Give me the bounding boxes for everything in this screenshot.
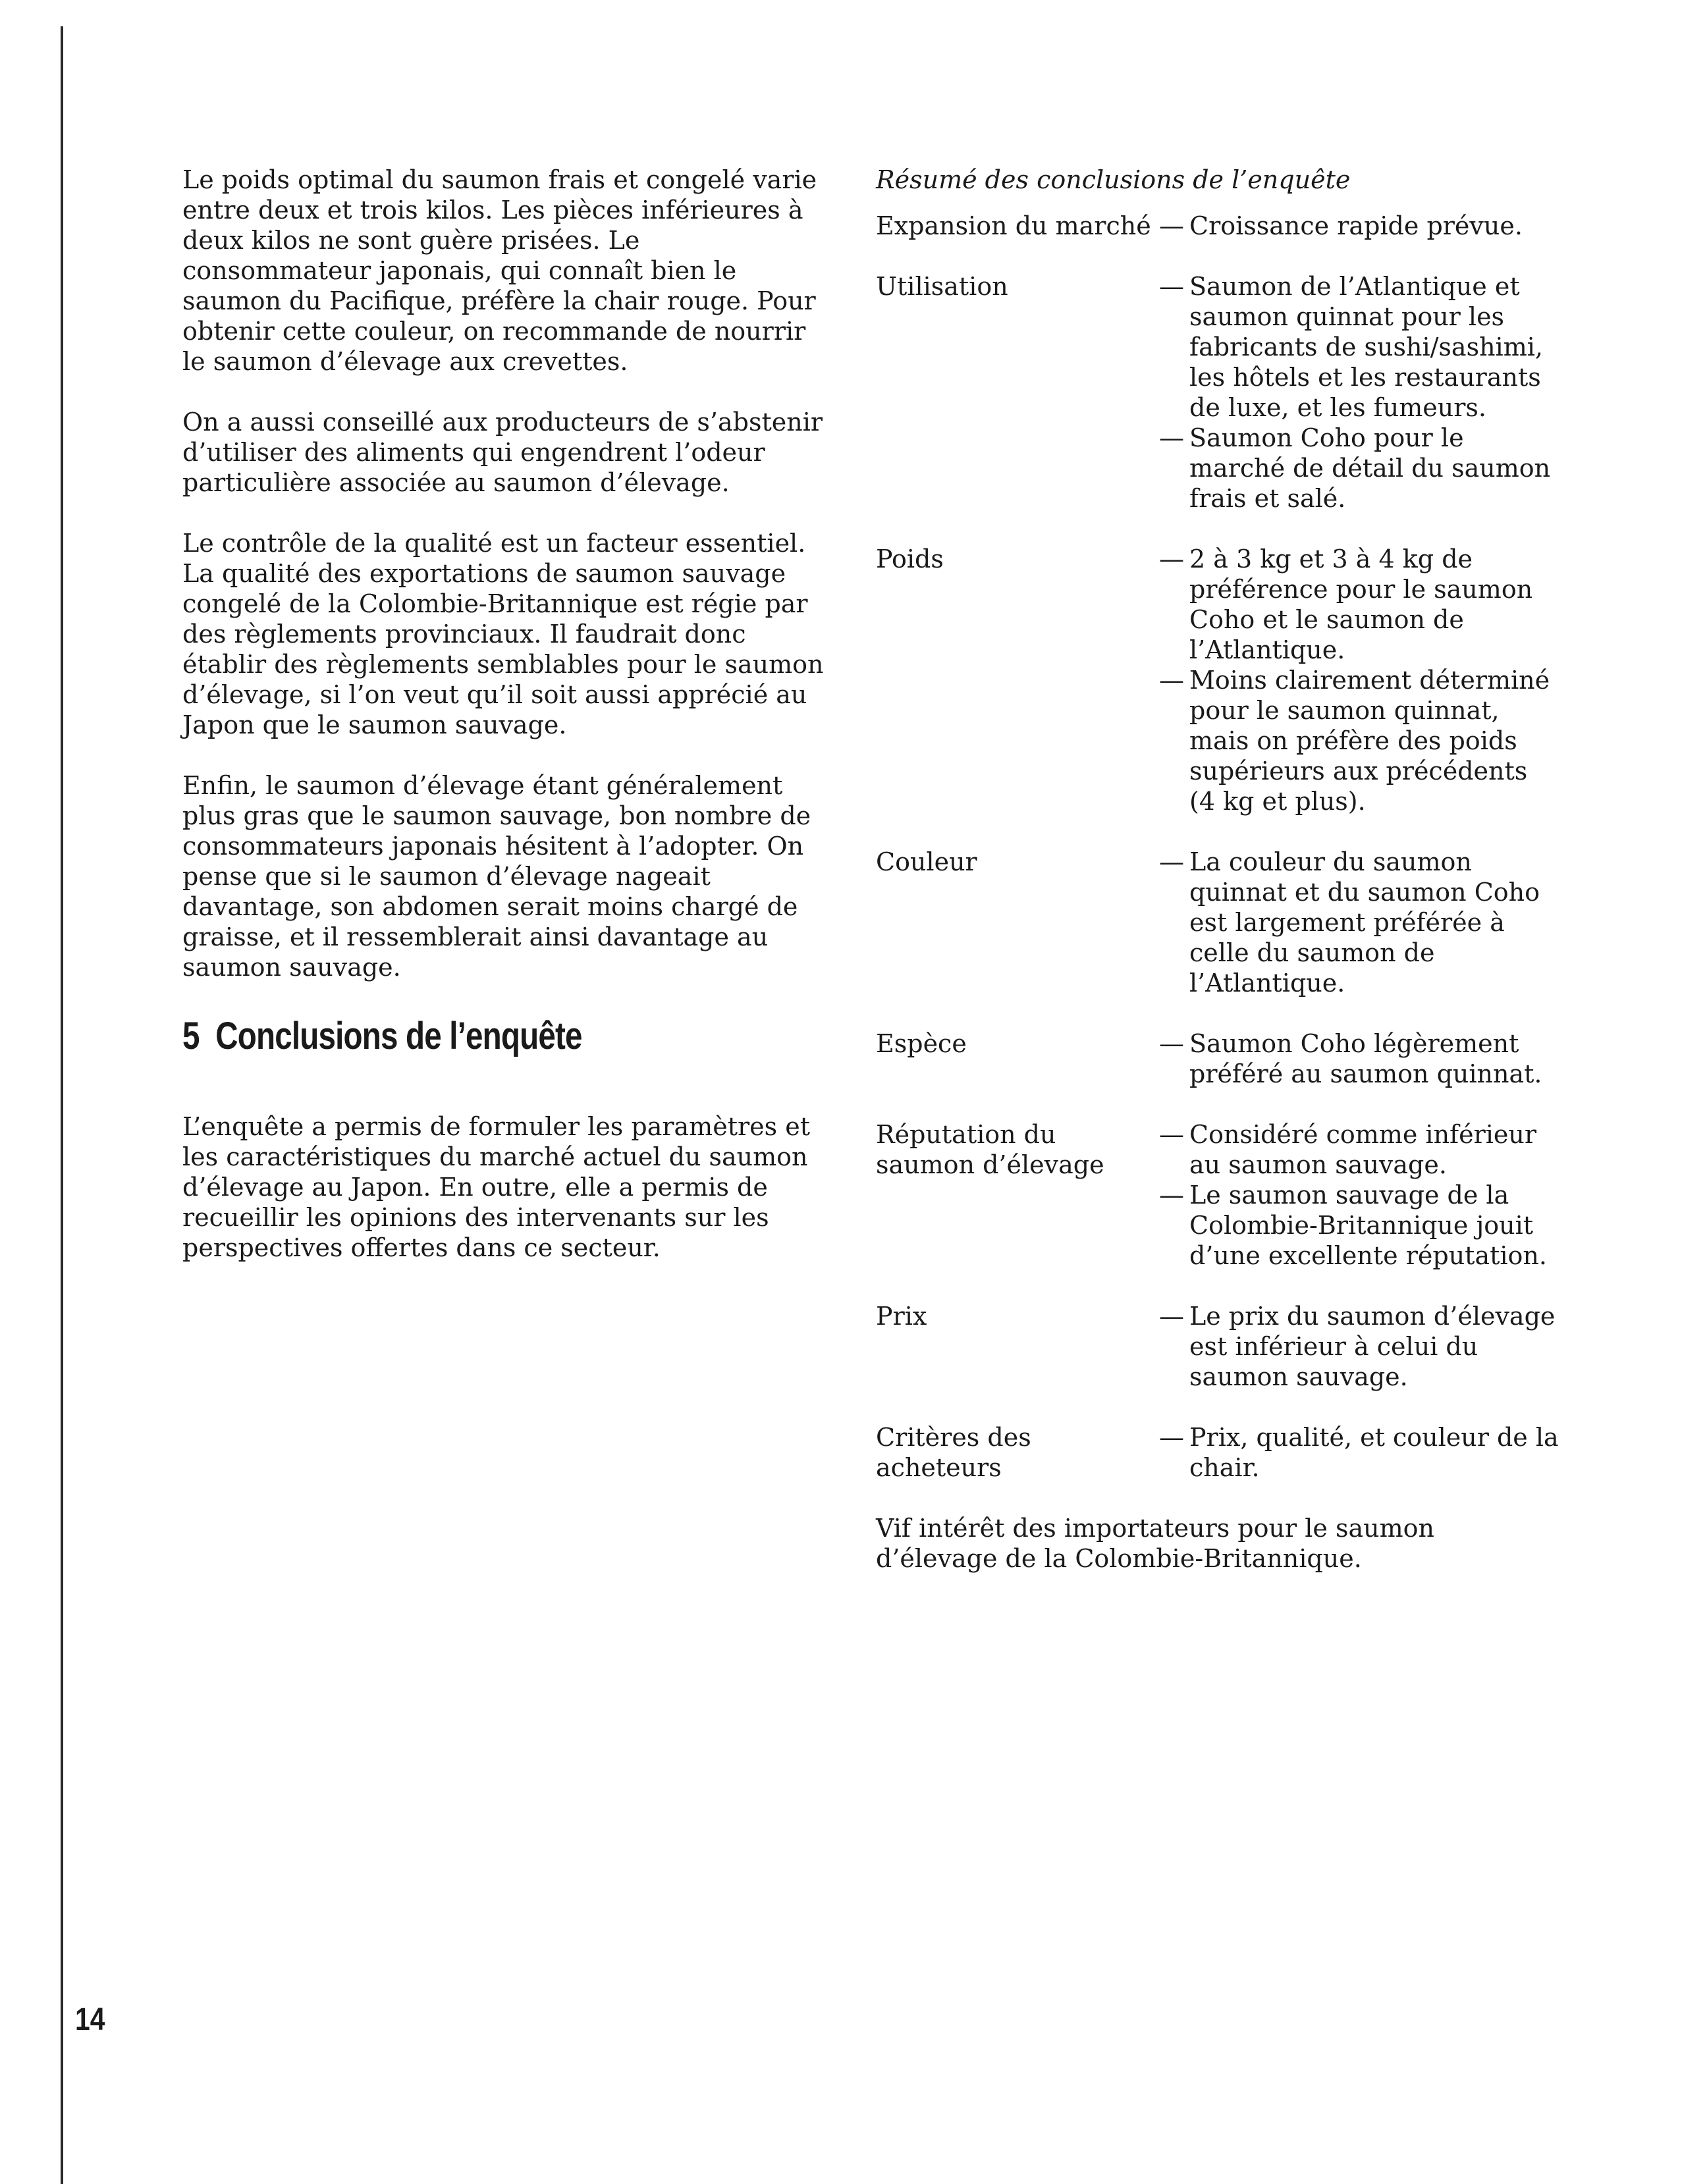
summary-values (1159, 847, 1561, 998)
summary-values (1159, 211, 1561, 241)
summary-values (1159, 544, 1561, 816)
summary-value-text: Le prix du saumon d’élevage est inférieur à celui du saumon sauvage. (1189, 1302, 1556, 1391)
em-dash: — (1159, 666, 1184, 695)
paragraph-aliments: On a aussi conseillé aux producteurs de s’abstenir d’utiliser des aliments qui engendrent l’odeur particulière associée au saumon d’élevage. (182, 408, 823, 497)
summary-value-text: Saumon Coho légèrement préféré au saumon quinnat. (1189, 1029, 1542, 1088)
paragraph-graisse: Enfin, le saumon d’élevage étant généralement plus gras que le saumon sauvage, bon nombre de consommateurs japonais hésitent à l’adopter. On pense que si le saumon d’élevage nageait davantage, son abdomen serait moins chargé de graisse, et il ressemblerait ainsi davantage au saumon sauvage. (182, 771, 811, 982)
summary-values (1159, 1119, 1561, 1271)
summary-key: Expansion du marché (876, 211, 1151, 240)
summary-column (876, 165, 1561, 1574)
summary-value-text: Saumon Coho pour le marché de détail du saumon frais et salé. (1189, 423, 1551, 513)
summary-key: Critères des acheteurs (876, 1423, 1031, 1482)
summary-row (876, 1422, 1561, 1483)
em-dash: — (1159, 272, 1184, 301)
em-dash: — (1159, 211, 1184, 240)
em-dash: — (1159, 1181, 1184, 1210)
summary-value-item (1159, 665, 1561, 816)
paragraph-enquete: L’enquête a permis de formuler les paramètres et les caractéristiques du marché actuel du saumon d’élevage au Japon. En outre, elle a permis de recueillir les opinions des intervenants sur les perspectives offertes dans ce secteur. (182, 1112, 810, 1262)
summary-key: Utilisation (876, 272, 1008, 301)
summary-value-item (1159, 423, 1561, 514)
summary-value-text: Croissance rapide prévue. (1189, 211, 1523, 240)
em-dash: — (1159, 1120, 1184, 1149)
summary-row (876, 1028, 1561, 1089)
summary-key: Couleur (876, 847, 977, 876)
em-dash: — (1159, 423, 1184, 452)
summary-table (876, 211, 1561, 1483)
summary-row (876, 1301, 1561, 1392)
summary-value-item (1159, 271, 1561, 423)
summary-values (1159, 1422, 1561, 1483)
summary-value-text: Moins clairement déterminé pour le saumon quinnat, mais on préfère des poids supérieurs aux précédents (4 kg et plus). (1189, 666, 1550, 816)
summary-value-item (1159, 1301, 1561, 1392)
section-number: 5 (182, 1015, 200, 1057)
summary-value-text: Prix, qualité, et couleur de la chair. (1189, 1423, 1559, 1482)
paragraph-poids-optimal: Le poids optimal du saumon frais et congelé varie entre deux et trois kilos. Les pièces inférieures à deux kilos ne sont guère prisées. Le consommateur japonais, qui connaît bien le saumon du Pacifique, préfère la chair rouge. Pour obtenir cette couleur, on recommande de nourrir le saumon d’élevage aux crevettes. (182, 165, 817, 376)
summary-value-item (1159, 847, 1561, 998)
summary-value-text: La couleur du saumon quinnat et du saumon Coho est largement préférée à celle du saumon de l’Atlantique. (1189, 847, 1540, 998)
summary-row (876, 271, 1561, 514)
margin-rule (61, 26, 63, 2184)
summary-key: Réputation du saumon d’élevage (876, 1120, 1104, 1179)
summary-row (876, 211, 1561, 241)
page-number: 14 (75, 2002, 105, 2037)
section-heading (182, 1013, 717, 1060)
em-dash: — (1159, 1423, 1184, 1452)
summary-value-text: Considéré comme inférieur au saumon sauvage. (1189, 1120, 1537, 1179)
em-dash: — (1159, 847, 1184, 876)
summary-value-text: 2 à 3 kg et 3 à 4 kg de préférence pour le saumon Coho et le saumon de l’Atlantique. (1189, 545, 1533, 664)
summary-value-text: Le saumon sauvage de la Colombie-Britannique jouit d’une excellente réputation. (1189, 1181, 1547, 1270)
summary-closing: Vif intérêt des importateurs pour le saumon d’élevage de la Colombie-Britannique. (876, 1514, 1434, 1573)
summary-values (1159, 1301, 1561, 1392)
summary-key: Prix (876, 1302, 927, 1331)
summary-value-item (1159, 1422, 1561, 1483)
summary-values (1159, 1028, 1561, 1089)
summary-value-text: Saumon de l’Atlantique et saumon quinnat pour les fabricants de sushi/sashimi, les hôtels et les restaurants de luxe, et les fumeurs. (1189, 272, 1543, 422)
summary-value-item (1159, 1028, 1561, 1089)
summary-row (876, 1119, 1561, 1271)
summary-row (876, 544, 1561, 816)
summary-row (876, 847, 1561, 998)
summary-key: Poids (876, 545, 944, 573)
summary-value-item (1159, 1119, 1561, 1180)
summary-value-item (1159, 544, 1561, 665)
em-dash: — (1159, 1029, 1184, 1058)
summary-value-item (1159, 211, 1561, 241)
summary-title: Résumé des conclusions de l’enquête (876, 165, 1351, 194)
summary-value-item (1159, 1180, 1561, 1271)
paragraph-controle-qualite: Le contrôle de la qualité est un facteur essentiel. La qualité des exportations de saumon sauvage congelé de la Colombie-Britannique est régie par des règlements provinciaux. Il faudrait donc établir des règlements semblables pour le saumon d’élevage, si l’on veut qu’il soit aussi apprécié au Japon que le saumon sauvage. (182, 529, 824, 739)
em-dash: — (1159, 1302, 1184, 1331)
summary-values (1159, 271, 1561, 514)
em-dash: — (1159, 545, 1184, 573)
section-title: Conclusions de l’enquête (215, 1015, 582, 1057)
left-column (182, 165, 834, 1293)
summary-key: Espèce (876, 1029, 967, 1058)
